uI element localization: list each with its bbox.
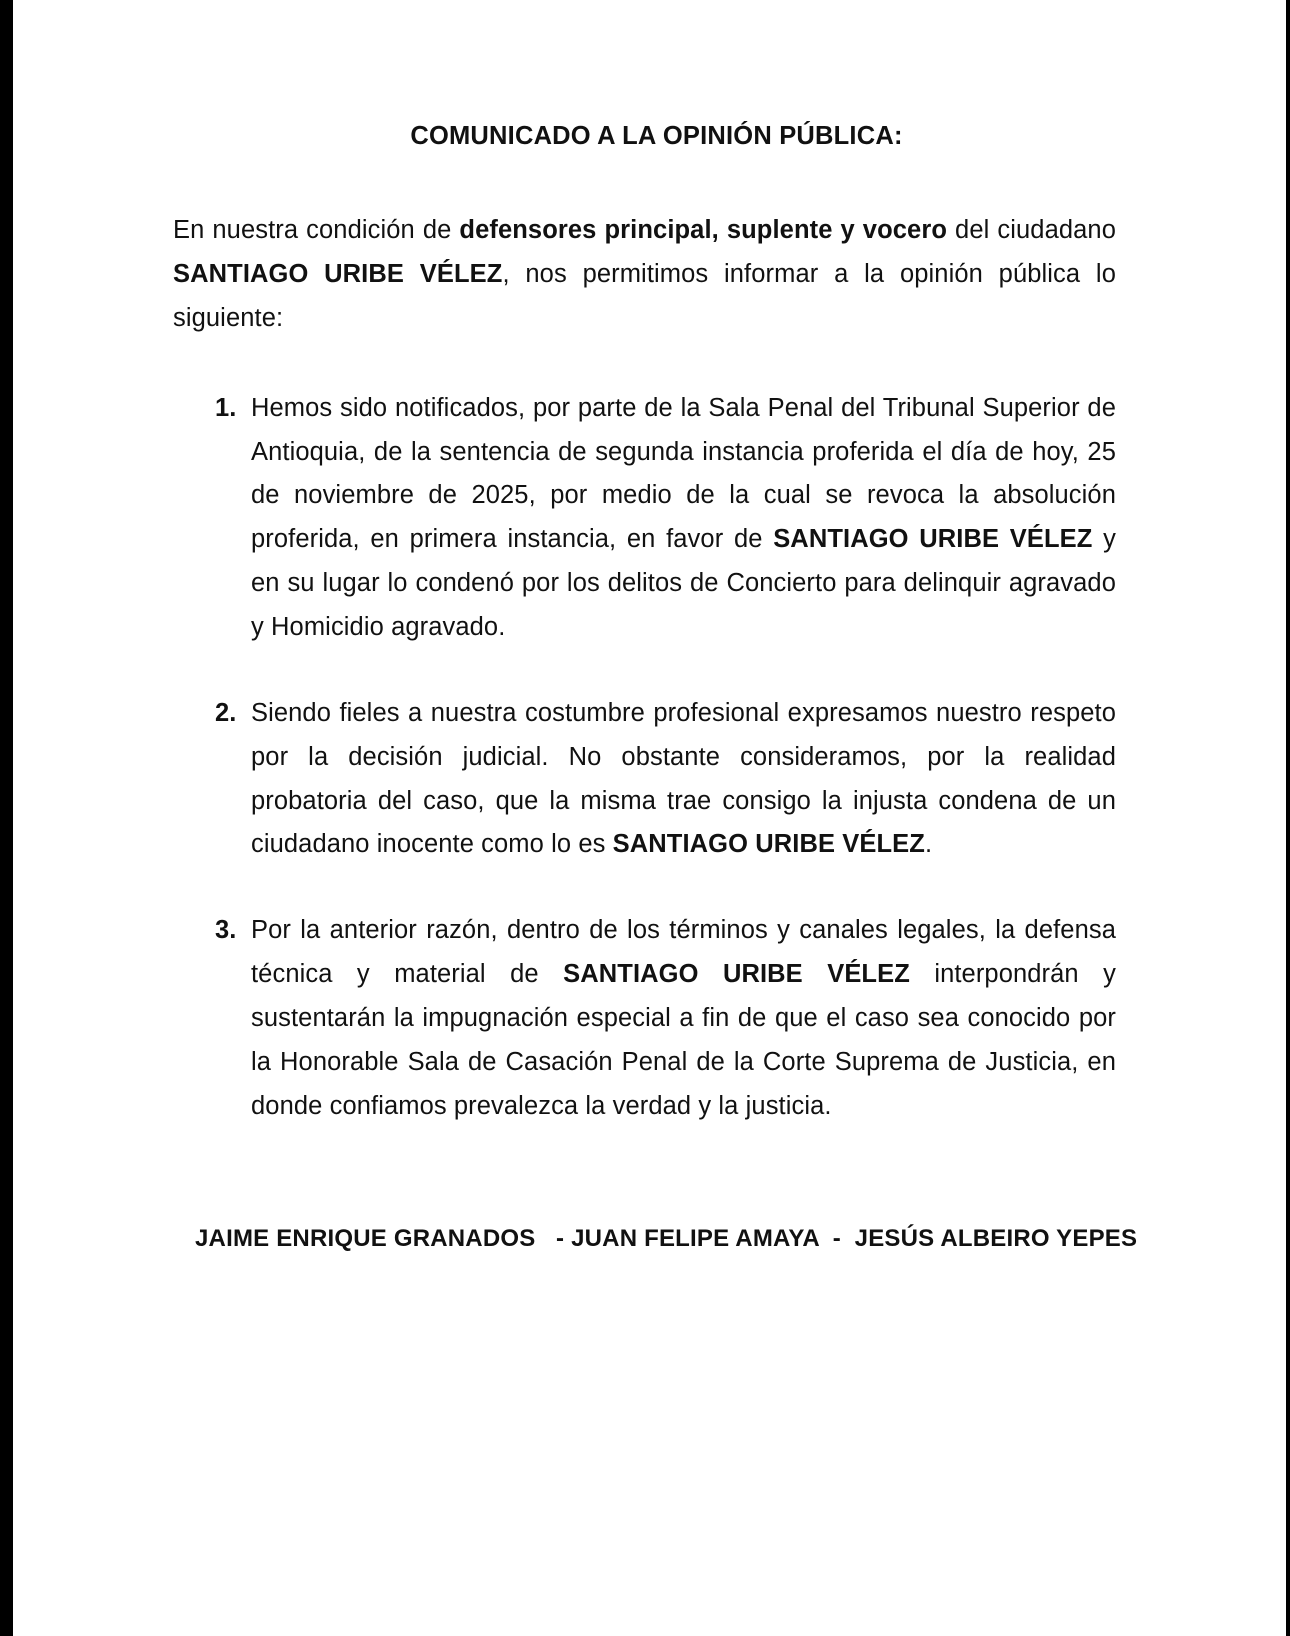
emphasised-text: defensores principal, suplente y vocero	[459, 216, 948, 245]
list-item-text: Siendo fieles a nuestra costumbre profesional expresamos nuestro respeto por la decisión judicial. No obstante consideramos, por la realidad probatoria del caso, que la misma trae consigo la injusta condena de un ciudadano inocente como lo es SANTIAGO URIBE VÉLEZ.	[251, 698, 1116, 859]
document-sheet	[13, 0, 1286, 1636]
list-item	[173, 692, 1116, 867]
list-item-number: 1.	[215, 393, 237, 422]
emphasised-text: SANTIAGO URIBE VÉLEZ	[612, 830, 925, 859]
right-edge-band	[1286, 0, 1290, 1636]
intro-paragraph: En nuestra condición de defensores principal, suplente y vocero del ciudadano SANTIAGO URIBE VÉLEZ, nos permitimos informar a la opinión pública lo siguiente:	[173, 216, 1116, 332]
list-item-text: Hemos sido notificados, por parte de la Sala Penal del Tribunal Superior de Antioquia, de la sentencia de segunda instancia proferida el día de hoy, 25 de noviembre de 2025, por medio de la cual se revoca la absolución proferida, en primera instancia, en favor de SANTIAGO URIBE VÉLEZ y en su lugar lo condenó por los delitos de Concierto para delinquir agravado y Homicidio agravado.	[251, 393, 1116, 642]
emphasised-text: SANTIAGO URIBE VÉLEZ	[173, 260, 503, 288]
signatories-line: JAIME ENRIQUE GRANADOS - JUAN FELIPE AMAYA - JESÚS ALBEIRO YEPES	[195, 1224, 1138, 1252]
list-item	[173, 909, 1116, 1128]
list-item-number: 2.	[215, 698, 237, 727]
page-title: COMUNICADO A LA OPINIÓN PÚBLICA:	[410, 122, 903, 150]
document-body	[13, 0, 1286, 1253]
list-item-text: Por la anterior razón, dentro de los términos y canales legales, la defensa técnica y material de SANTIAGO URIBE VÉLEZ interpondrán y sustentarán la impugnación especial a fin de que el caso sea conocido por la Honorable Sala de Casación Penal de la Corte Suprema de Justicia, en donde confiamos prevalezca la verdad y la justicia.	[251, 916, 1116, 1120]
list-item-number: 3.	[215, 916, 237, 945]
numbered-statement-list	[173, 387, 1116, 1129]
left-edge-band	[0, 0, 13, 1636]
list-item	[173, 387, 1116, 650]
emphasised-text: SANTIAGO URIBE VÉLEZ	[773, 525, 1093, 554]
emphasised-text: SANTIAGO URIBE VÉLEZ	[563, 960, 910, 989]
